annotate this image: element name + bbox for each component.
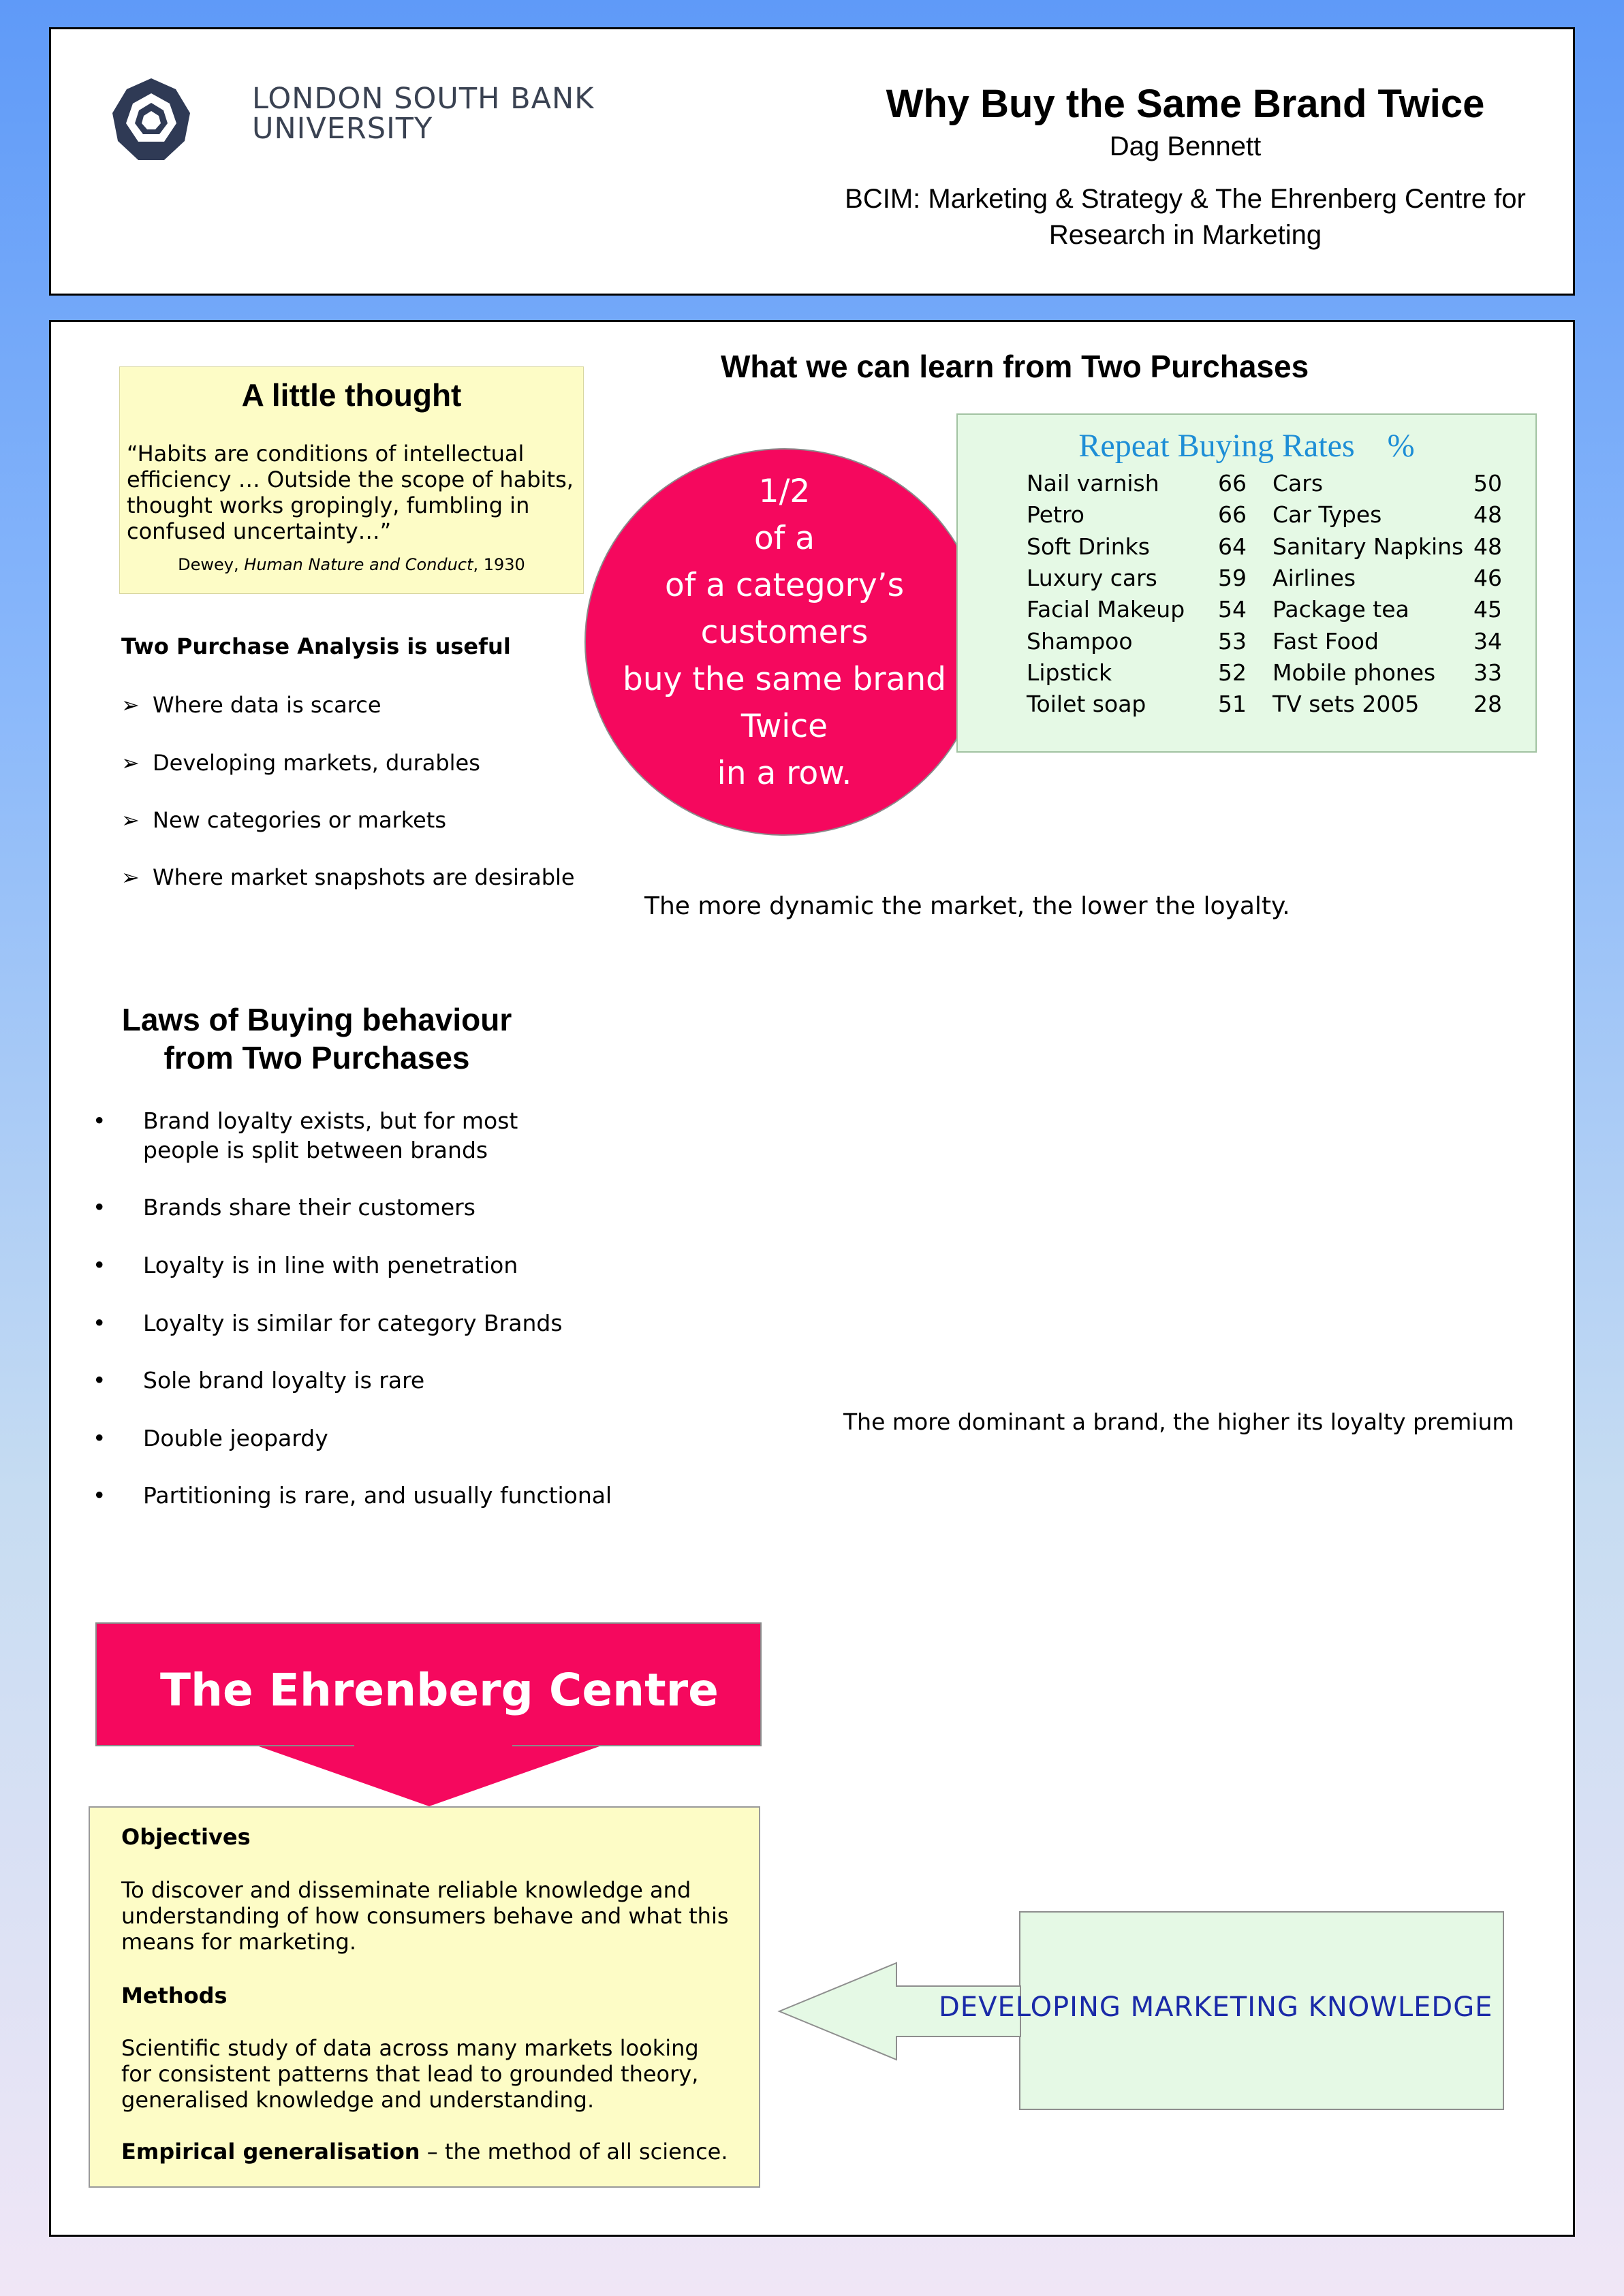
developing-knowledge-label: DEVELOPING MARKETING KNOWLEDGE	[939, 1992, 1493, 2023]
repeat-buying-rates-title: Repeat Buying Rates %	[1078, 428, 1415, 464]
learn-heading: What we can learn from Two Purchases	[721, 349, 1309, 384]
rate-value: 46	[1473, 565, 1502, 591]
bullet-icon: •	[93, 1367, 106, 1394]
laws-heading-line2: from Two Purchases	[163, 1040, 470, 1075]
two-purchase-item: ➢ Developing markets, durables	[121, 750, 480, 776]
poster-author: Dag Bennett	[1109, 131, 1262, 161]
bullet-icon: •	[93, 1194, 106, 1221]
rate-category-name: Toilet soap	[1027, 691, 1146, 717]
thought-box	[119, 366, 584, 594]
rate-category-name: Petro	[1027, 501, 1084, 528]
arrow-bullet-icon: ➢	[121, 692, 140, 718]
poster-affiliation-line2: Research in Marketing	[1048, 220, 1322, 250]
ehrenberg-title: The Ehrenberg Centre	[160, 1664, 719, 1716]
rate-value: 48	[1473, 533, 1502, 560]
cite-year: , 1930	[473, 555, 525, 574]
circle-text-line: of a category’s	[664, 567, 905, 604]
rate-value: 64	[1218, 533, 1247, 560]
rate-category-name: Airlines	[1272, 565, 1356, 591]
rate-value: 59	[1218, 565, 1247, 591]
methods-text: Scientific study of data across many markets looking for consistent patterns that lead to grounded theory, generalised knowledge and understanding.	[121, 2035, 699, 2113]
objectives-label: Objectives	[121, 1824, 251, 1850]
two-purchase-item: ➢ New categories or markets	[121, 807, 447, 833]
rate-value: 50	[1473, 470, 1502, 497]
cite-work: Human Nature and Conduct	[244, 555, 473, 574]
rate-category-name: TV sets 2005	[1272, 691, 1420, 717]
rate-category-name: Facial Makeup	[1027, 596, 1185, 623]
bullet-icon: •	[93, 1482, 106, 1509]
rate-category-name: Nail varnish	[1027, 470, 1159, 497]
circle-text-line: Twice	[740, 708, 828, 745]
header-panel	[49, 27, 1575, 296]
methods-label: Methods	[121, 1983, 228, 2009]
rate-category-name: Lipstick	[1027, 659, 1112, 686]
rate-value: 52	[1218, 659, 1247, 686]
poster-affiliation-line1: BCIM: Marketing & Strategy & The Ehrenberg Centre for	[845, 184, 1526, 214]
bullet-icon: •	[93, 1310, 106, 1336]
logo-text-line1: LONDON SOUTH BANK	[252, 82, 595, 116]
arrow-bullet-icon: ➢	[121, 864, 140, 890]
thought-quote	[127, 441, 580, 544]
rate-category-name: Package tea	[1272, 596, 1409, 623]
two-purchase-item: ➢ Where market snapshots are desirable	[121, 864, 575, 890]
circle-text-line: customers	[700, 614, 869, 651]
circle-text-line: of a	[753, 520, 815, 557]
rate-value: 34	[1473, 628, 1502, 655]
rate-category-name: Cars	[1272, 470, 1324, 497]
rate-category-name: Sanitary Napkins	[1272, 533, 1464, 560]
logo-text-line2: UNIVERSITY	[252, 112, 433, 146]
two-purchase-item: ➢ Where data is scarce	[121, 692, 381, 718]
circle-text-line: in a row.	[717, 755, 852, 792]
rate-category-name: Soft Drinks	[1027, 533, 1150, 560]
rate-value: 48	[1473, 501, 1502, 528]
dynamic-market-note: The more dynamic the market, the lower the loyalty.	[644, 892, 1290, 920]
bullet-icon: •	[93, 1107, 106, 1134]
quote-line: efficiency … Outside the scope of habits,	[127, 467, 574, 492]
down-arrow-icon	[259, 1745, 599, 1808]
poster-title: Why Buy the Same Brand Twice	[886, 82, 1485, 126]
university-logo-icon	[107, 76, 196, 164]
quote-line: “Habits are conditions of intellectual	[127, 441, 525, 467]
rate-value: 51	[1218, 691, 1247, 717]
two-purchase-heading: Two Purchase Analysis is useful	[121, 633, 511, 659]
bullet-icon: •	[93, 1425, 106, 1451]
thought-heading: A little thought	[241, 377, 462, 413]
quote-line: thought works gropingly, fumbling in	[127, 492, 530, 518]
rate-value: 45	[1473, 596, 1502, 623]
circle-text-line: buy the same brand	[623, 661, 946, 698]
objectives-text: To discover and disseminate reliable knowledge and understanding of how consumers behave and what this means for marketing.	[121, 1877, 729, 1955]
empirical-generalisation: Empirical generalisation – the method of all science.	[121, 2139, 728, 2165]
arrow-bullet-icon: ➢	[121, 807, 140, 833]
rate-value: 66	[1218, 501, 1247, 528]
laws-heading-line1: Laws of Buying behaviour	[121, 1002, 512, 1037]
dominant-brand-note: The more dominant a brand, the higher its loyalty premium	[843, 1409, 1514, 1435]
bullet-icon: •	[93, 1252, 106, 1278]
rate-category-name: Mobile phones	[1272, 659, 1436, 686]
thought-citation	[120, 555, 583, 574]
rate-category-name: Luxury cars	[1027, 565, 1157, 591]
rate-value: 53	[1218, 628, 1247, 655]
cite-author: Dewey,	[178, 555, 245, 574]
rate-category-name: Shampoo	[1027, 628, 1133, 655]
rate-value: 33	[1473, 659, 1502, 686]
rate-category-name: Car Types	[1272, 501, 1382, 528]
rate-value: 54	[1218, 596, 1247, 623]
rate-category-name: Fast Food	[1272, 628, 1379, 655]
quote-line: confused uncertainty…”	[127, 518, 392, 544]
arrow-bullet-icon: ➢	[121, 750, 140, 776]
circle-text-line: 1/2	[758, 473, 811, 510]
rate-value: 66	[1218, 470, 1247, 497]
rate-value: 28	[1473, 691, 1502, 717]
